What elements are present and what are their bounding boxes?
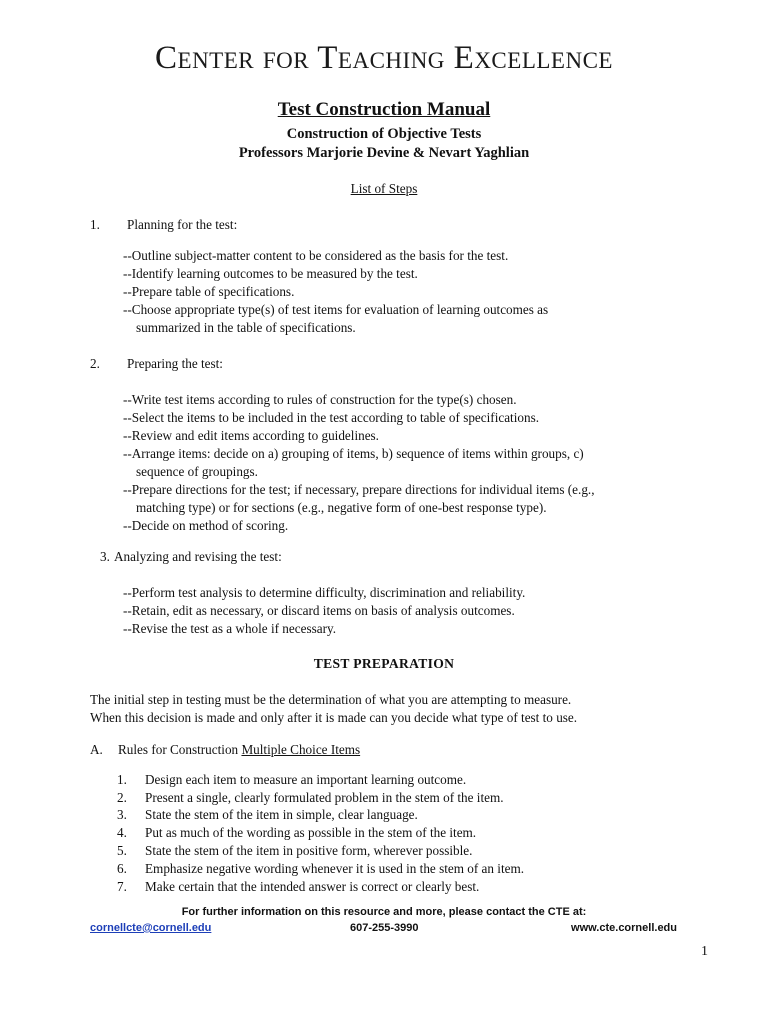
step-item: --Perform test analysis to determine difficulty, discrimination and reliability. <box>123 585 526 600</box>
footer-website: www.cte.cornell.edu <box>571 922 677 934</box>
section-title-underlined: Multiple Choice Items <box>241 742 361 757</box>
step-number: 3. <box>100 549 110 564</box>
step-number: 1. <box>90 217 100 232</box>
step-item: --Prepare directions for the test; if necessary, prepare directions for individual items (e.g., <box>123 482 595 497</box>
document-subtitle: Construction of Objective Tests <box>286 126 482 142</box>
step-item: --Identify learning outcomes to be measured by the test. <box>123 266 418 281</box>
section-title-prefix: Rules for Construction <box>118 742 239 757</box>
step-item: --Arrange items: decide on a) grouping of items, b) sequence of items within groups, c) <box>123 446 584 461</box>
section-title <box>118 741 360 759</box>
step-item: --Choose appropriate type(s) of test items for evaluation of learning outcomes as <box>123 302 549 317</box>
rule-number: 1. <box>117 772 127 787</box>
step-item: summarized in the table of specifications. <box>136 320 356 335</box>
rule-text: Make certain that the intended answer is correct or clearly best. <box>145 879 480 894</box>
rule-text: Emphasize negative wording whenever it is used in the stem of an item. <box>145 861 525 876</box>
step-item: matching type) or for sections (e.g., negative form of one-best response type). <box>136 500 547 515</box>
step-item: --Revise the test as a whole if necessary. <box>123 621 336 636</box>
rule-text: State the stem of the item in positive form, wherever possible. <box>145 843 473 858</box>
document-authors: Professors Marjorie Devine & Nevart Yaghlian <box>238 145 530 161</box>
section-heading: TEST PREPARATION <box>313 656 455 671</box>
paragraph-line: When this decision is made and only after it is made can you decide what type of test to use. <box>90 710 578 725</box>
step-label: Preparing the test: <box>127 356 223 371</box>
step-item: sequence of groupings. <box>136 464 258 479</box>
footer-email-link[interactable]: cornellcte@cornell.edu <box>90 922 212 934</box>
step-number: 2. <box>90 356 100 371</box>
step-item: --Outline subject-matter content to be considered as the basis for the test. <box>123 248 509 263</box>
section-letter: A. <box>90 742 103 757</box>
footer-contact-prompt: For further information on this resource and more, please contact the CTE at: <box>181 906 587 918</box>
step-item: --Review and edit items according to guidelines. <box>123 428 379 443</box>
document-title: Test Construction Manual <box>277 99 491 120</box>
step-item: --Select the items to be included in the test according to table of specifications. <box>123 410 540 425</box>
rule-text: Design each item to measure an important learning outcome. <box>145 772 467 787</box>
rule-number: 5. <box>117 843 127 858</box>
paragraph-line: The initial step in testing must be the determination of what you are attempting to measure. <box>90 692 572 707</box>
step-item: --Retain, edit as necessary, or discard items on basis of analysis outcomes. <box>123 603 515 618</box>
list-heading: List of Steps <box>350 181 418 196</box>
rule-number: 6. <box>117 861 127 876</box>
step-item: --Decide on method of scoring. <box>123 518 289 533</box>
rule-text: Put as much of the wording as possible in the stem of the item. <box>145 825 477 840</box>
footer-phone: 607-255-3990 <box>350 922 419 934</box>
page-number: 1 <box>701 944 708 959</box>
rule-number: 3. <box>117 807 127 822</box>
rule-number: 2. <box>117 790 127 805</box>
org-header: Center for Teaching Excellence <box>155 40 613 76</box>
rule-text: State the stem of the item in simple, clear language. <box>145 807 418 822</box>
step-label: Planning for the test: <box>127 217 238 232</box>
rule-text: Present a single, clearly formulated problem in the stem of the item. <box>145 790 504 805</box>
step-item: --Write test items according to rules of construction for the type(s) chosen. <box>123 392 517 407</box>
rule-number: 7. <box>117 879 127 894</box>
rule-number: 4. <box>117 825 127 840</box>
step-item: --Prepare table of specifications. <box>123 284 295 299</box>
step-label: Analyzing and revising the test: <box>114 549 282 564</box>
